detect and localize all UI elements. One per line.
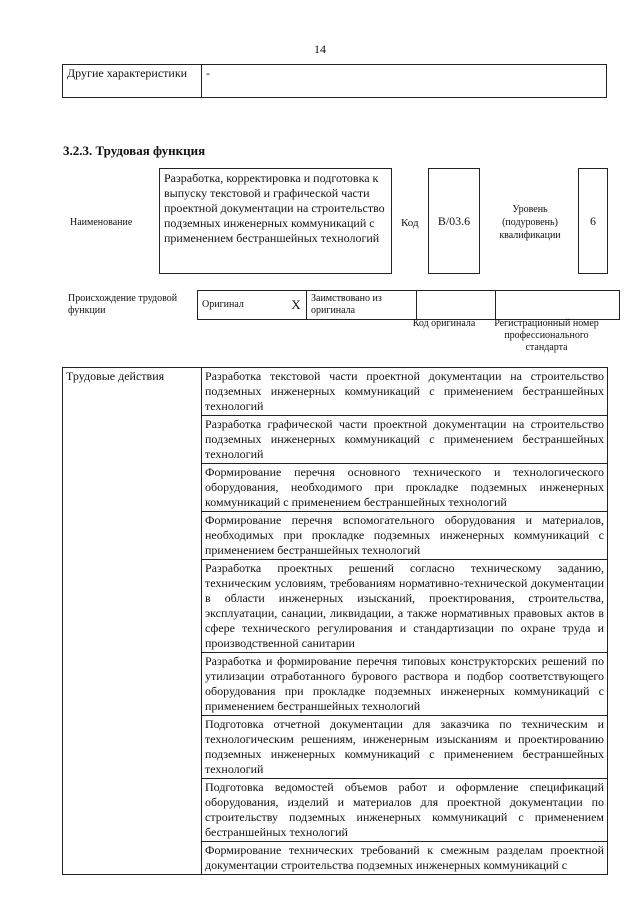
labor-actions-label: Трудовые действия — [63, 368, 202, 875]
level-box: 6 — [578, 168, 608, 274]
labor-action-item: Разработка и формирование перечня типовых конструкторских решений по утилизации отработанного бурового раствора и подбор соответствующего оборудования при прокладке подземных инженерных коммуникаций с применением бестраншейных технологий — [202, 653, 608, 716]
level-label: Уровень (подуровень) квалификации — [499, 204, 561, 241]
labor-action-item: Формирование перечня вспомогательного оборудования и материалов, необходимых при прокладке подземных инженерных коммуникаций с применением бестраншейных технологий — [202, 512, 608, 560]
origin-reg-cell — [496, 291, 620, 320]
labor-action-item: Подготовка ведомостей объемов работ и оформление спецификаций оборудования, изделий и материалов для проектной документации по строительству подземных инженерных коммуникаций с применением бестраншейных технологий — [202, 779, 608, 842]
origin-label: Происхождение трудовой функции — [68, 293, 178, 316]
labor-action-item: Формирование перечня основного технического и технологического оборудования, необходимого при прокладке подземных инженерных коммуникаций с применением бестраншейных технологий — [202, 464, 608, 512]
labor-actions-table — [62, 367, 608, 875]
labor-action-item: Подготовка отчетной документации для заказчика по техническим и технологическим решениям, инженерным изысканиям и проектированию подземных инженерных коммуникаций с применением бестраншейных технологий — [202, 716, 608, 779]
function-code-box: B/03.6 — [428, 168, 480, 274]
other-characteristics-label: Другие характеристики — [63, 65, 202, 98]
name-label: Наименование — [70, 217, 133, 228]
origin-table — [197, 290, 620, 320]
origin-original: Оригинал — [202, 299, 244, 310]
other-characteristics-table — [62, 64, 607, 98]
labor-action-item: Разработка текстовой части проектной документации на строительство подземных инженерных коммуникаций с применением бестраншейных технологий — [202, 368, 608, 416]
function-name-box: Разработка, корректировка и подготовка к выпуску текстовой и графической части проектной документации на строительство подземных инженерных коммуникаций с применением бестраншейных технологий — [159, 168, 392, 274]
reg-number-label: Регистрационный номер профессионального стандарта — [494, 318, 599, 353]
origin-original-cell — [198, 291, 287, 320]
section-title: 3.2.3. Трудовая функция — [63, 143, 206, 158]
labor-action-item: Разработка графической части проектной документации на строительство подземных инженерных коммуникаций с применением бестраншейных технологий — [202, 416, 608, 464]
origin-code-cell — [417, 291, 496, 320]
origin-mark: X — [286, 291, 307, 320]
labor-action-item: Формирование технических требований к смежным разделам проектной документации строительства подземных инженерных коммуникаций с — [202, 842, 608, 875]
code-label: Код — [401, 217, 419, 229]
page-number: 14 — [314, 42, 326, 56]
other-characteristics-value: - — [202, 65, 607, 98]
code-original-label: Код оригинала — [412, 318, 476, 329]
labor-action-item: Разработка проектных решений согласно техническому заданию, техническим условиям, требованиям нормативно-технической документации в области инженерных изысканий, проектирования, строительства, эксплуатации, санации, ликвидации, а также нормативных правовых актов в сфере технического регулирования и стандартизации по охране труда и производственной санитарии — [202, 560, 608, 653]
origin-borrowed: Заимствовано из оригинала — [307, 291, 417, 320]
